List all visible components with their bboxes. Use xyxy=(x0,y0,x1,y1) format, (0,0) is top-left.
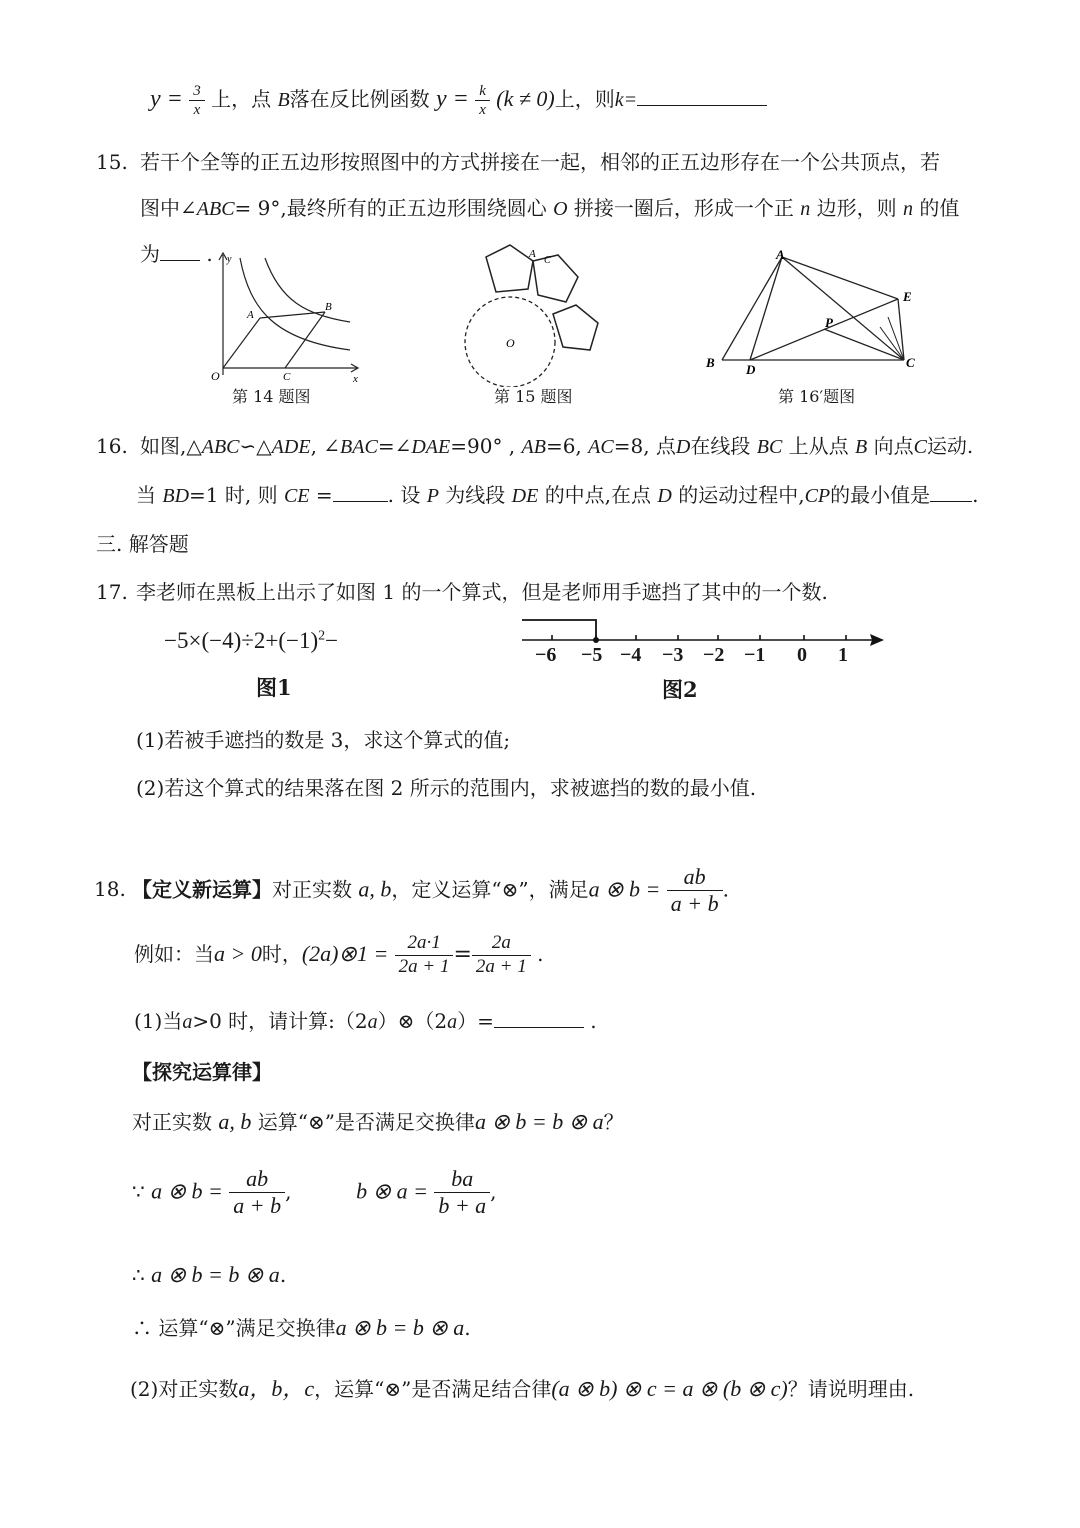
fig15-label-O: O xyxy=(506,336,515,350)
q17-part1: (1)若被手遮挡的数是 3，求这个算式的值; xyxy=(136,728,511,752)
q17-fig2-caption: 图2 xyxy=(662,677,698,702)
tick-label: −5 xyxy=(581,644,603,666)
q18-therefore-1: ∴ a ⊗ b = b ⊗ a. xyxy=(132,1262,287,1287)
figure-16 xyxy=(700,247,920,377)
fig14-label-B: B xyxy=(325,301,332,313)
section-heading-3: 三. 解答题 xyxy=(96,532,189,556)
q17-part2: (2)若这个算式的结果落在图 2 所示的范围内，求被遮挡的数的最小值. xyxy=(136,776,757,800)
fig16-label-D: D xyxy=(746,362,756,377)
q17-text: 17. 李老师在黑板上出示了如图 1 的一个算式，但是老师用手遮挡了其中的一个数. xyxy=(96,580,828,604)
q15-line2: 图中∠ABC= 9°,最终所有的正五边形围绕圆心 O 拼接一圈后，形成一个正 n 边形，则 n 的值 xyxy=(140,196,960,220)
q16-line2: 当 BD=1 时, 则 CE = . 设 P 为线段 DE 的中点,在点 D 的运动过程中,CP的最小值是 . xyxy=(136,483,979,507)
answer-blank-q18-1 xyxy=(494,1027,584,1028)
tick-label: 0 xyxy=(797,644,807,666)
number-line-labels xyxy=(518,644,898,670)
fig16-label-C: C xyxy=(906,355,915,370)
tick-label: −3 xyxy=(662,644,684,666)
fig14-label-C: C xyxy=(283,371,291,383)
q17-expression: $-5\times(-4)\div 2+(-1)^2-$ xyxy=(164,628,339,653)
q15-line3: 为 . xyxy=(140,242,213,266)
tick-label: 1 xyxy=(838,644,848,666)
q18-example: 例如：当a > 0时，(2a)⊗1 = $\frac{2a\cdot 1}{2a + 1}$ = $\frac{2a}{2a + 1}$ . xyxy=(134,932,544,977)
answer-blank-cp xyxy=(930,501,972,502)
figure-15 xyxy=(458,237,608,387)
fig14-label-A: A xyxy=(247,309,254,321)
figure-14 xyxy=(205,250,365,390)
tick-label: −1 xyxy=(744,644,766,666)
fraction-ab-over-a-plus-b: $\frac{ab}{a + b}$ xyxy=(667,864,723,918)
answer-blank-k xyxy=(637,105,767,106)
q18-explore-heading: 【探究运算律】 xyxy=(132,1060,272,1084)
fig16-label-E: E xyxy=(903,289,912,304)
q15-line1: 15. 若干个全等的正五边形按照图中的方式拼接在一起，相邻的正五边形存在一个公共顶点，若 xyxy=(96,150,940,174)
tick-label: −2 xyxy=(703,644,725,666)
fig16-label-B: B xyxy=(706,355,715,370)
q15-number: 15. xyxy=(96,150,128,174)
q18-therefore-2: ∴ 运算“⊗”满足交换律a ⊗ b = b ⊗ a. xyxy=(132,1315,471,1340)
fig16-caption: 第 16′题图 xyxy=(778,387,856,406)
tick-label: −6 xyxy=(535,644,557,666)
answer-blank-ce xyxy=(333,501,388,502)
fig15-label-A: A xyxy=(529,248,536,260)
q17-fig1-caption: 图1 xyxy=(256,675,292,700)
q16-line1: 16. 如图,△ABC∽△ADE, ∠BAC=∠DAE=90° , AB=6, AC=8, 点D在线段 BC 上从点 B 向点C运动. xyxy=(96,434,974,458)
fig16-label-P: P xyxy=(825,315,833,330)
fig15-label-C: C xyxy=(544,255,551,266)
q18-definition: 18. 【定义新运算】对正实数 a, b，定义运算“⊗”，满足a ⊗ b = $\frac{ab}{a + b}$ . xyxy=(94,864,729,917)
fig14-caption: 第 14 题图 xyxy=(232,387,311,406)
fig14-label-x: x xyxy=(353,373,358,385)
fig16-label-A: A xyxy=(776,247,785,262)
q18-part1: (1)当a>0 时，请计算:（2a）⊗（2a）= . xyxy=(134,1009,597,1033)
fig14-label-y: y xyxy=(227,254,232,265)
answer-blank-n xyxy=(160,260,200,261)
q18-part2: (2)对正实数a，b，c，运算“⊗”是否满足结合律(a ⊗ b) ⊗ c = a ⊗ (b ⊗ c)？请说明理由. xyxy=(130,1376,915,1401)
fig15-caption: 第 15 题图 xyxy=(494,387,573,406)
q18-because: ∵ a ⊗ b = $\frac{ab}{a + b}$ , b ⊗ a = $\frac{ba}{b + a}$ , xyxy=(132,1166,497,1219)
eq-y-3-over-x: y = xyxy=(150,86,183,112)
tick-label: −4 xyxy=(620,644,642,666)
q18-question: 对正实数 a, b 运算“⊗”是否满足交换律a ⊗ b = b ⊗ a？ xyxy=(132,1109,624,1134)
q14-tail-line: y = $\frac{3}{x}$ 上，点 B落在反比例函数 y = $\frac{k}{x}$ (k ≠ 0)上，则k= xyxy=(150,82,767,119)
fraction-3-over-x: $\frac{3}{x}$ xyxy=(189,82,205,119)
fig14-label-O: O xyxy=(211,369,220,383)
